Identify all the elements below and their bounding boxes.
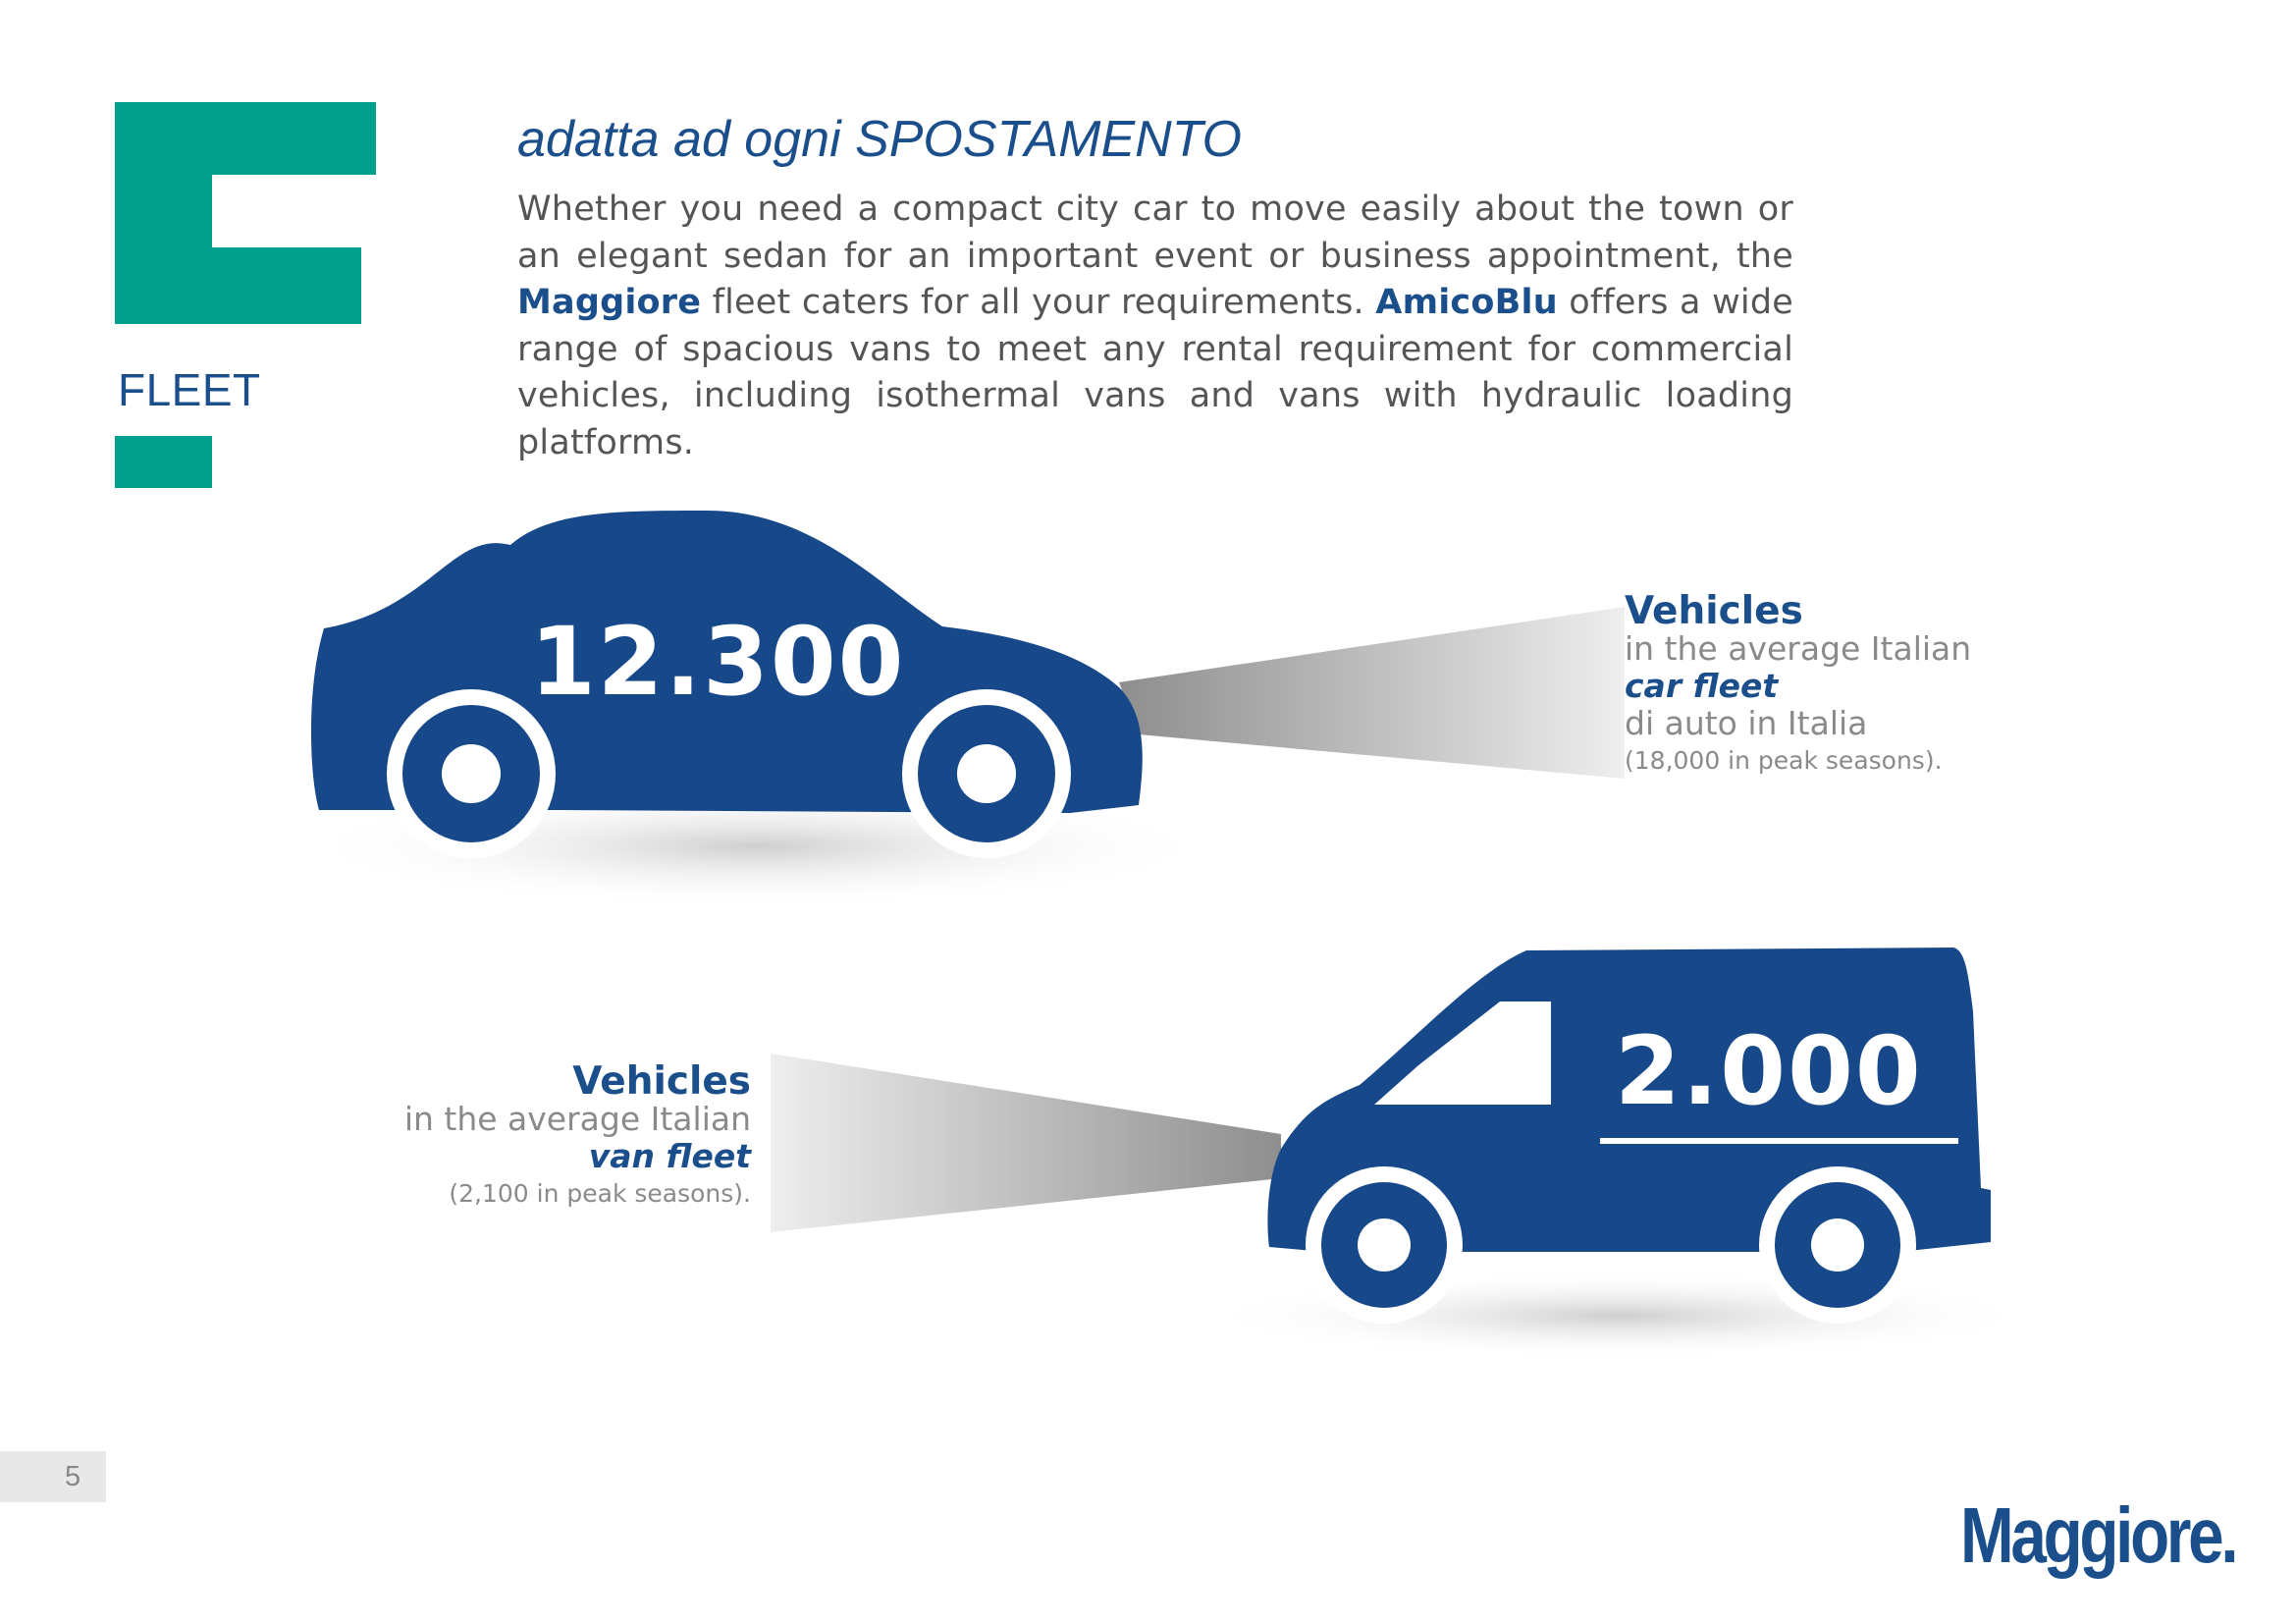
van-caption-title: Vehicles: [572, 1059, 751, 1104]
car-stat-caption: [1625, 589, 1972, 780]
intro-text-part1: Whether you need a compact city car to move easily about the town or an elegant sedan for an important event or business appointment, the: [517, 189, 1793, 276]
car-icon: [294, 511, 1625, 907]
car-caption-emphasis: car fleet: [1625, 667, 1779, 705]
intro-text-part3: offers a wide range of spacious vans to meet any rental requirement for commercial vehicles, including isothermal vans and vans with hydraulic loading platforms.: [517, 283, 1793, 462]
van-stat-caption: [373, 1059, 751, 1213]
van-caption-line1: in the average Italian: [403, 1100, 751, 1138]
intro-brand-amicoblu: AmicoBlu: [1375, 283, 1558, 322]
intro-brand-maggiore: Maggiore: [517, 283, 702, 322]
car-caption-title: Vehicles: [1625, 589, 1803, 633]
car-caption-line1: in the average Italian: [1625, 629, 1972, 668]
van-caption-emphasis: van fleet: [588, 1137, 751, 1175]
van-icon: [771, 947, 2042, 1360]
car-caption-note: (18,000 in peak seasons).: [1625, 746, 1943, 775]
page-number: 5: [65, 1461, 81, 1492]
car-caption-line2: di auto in Italia: [1625, 704, 1868, 742]
van-caption-note: (2,100 in peak seasons).: [449, 1179, 751, 1208]
intro-text-part2: fleet caters for all your requirements.: [701, 283, 1376, 322]
maggiore-logo: Maggiore.: [1960, 1491, 2236, 1579]
section-label: FLEET: [118, 364, 261, 415]
car-fleet-number: 12.300: [530, 607, 906, 717]
van-number-underline: [1600, 1138, 1958, 1144]
van-light-beam: [771, 1054, 1281, 1232]
van-fleet-number: 2.000: [1615, 1016, 1923, 1126]
car-light-beam: [1119, 607, 1625, 779]
page-subtitle: adatta ad ogni SPOSTAMENTO: [517, 111, 1242, 168]
page-number-box: [0, 1451, 106, 1502]
